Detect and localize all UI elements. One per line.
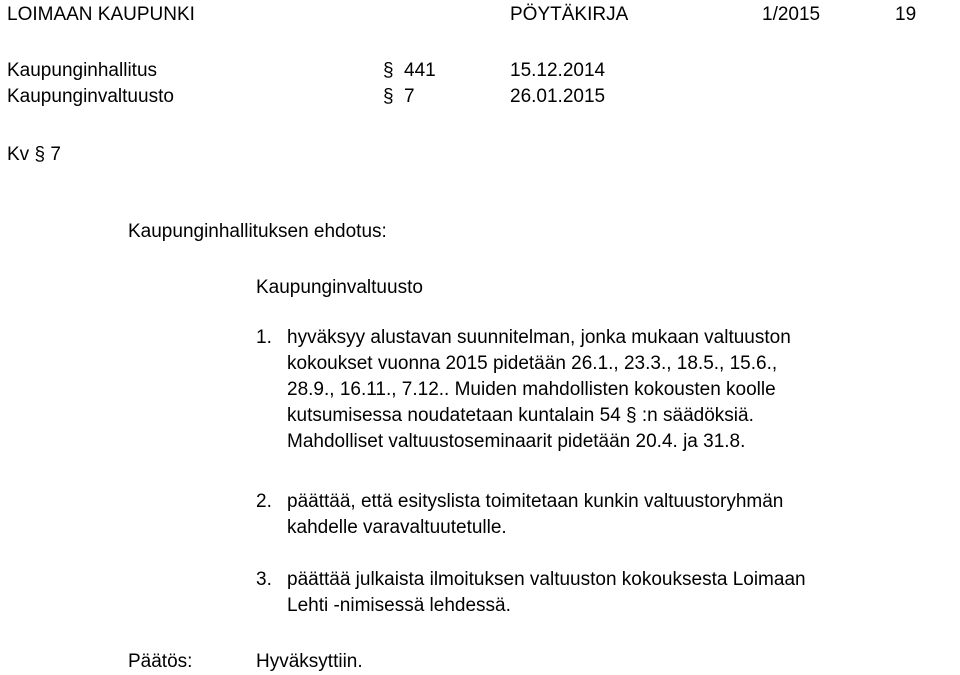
point-line: päättää julkaista ilmoituksen valtuuston kokouksesta Loimaan [287, 569, 806, 590]
section-sign: § [34, 144, 46, 165]
meeting-body: Kaupunginvaltuusto [7, 86, 174, 107]
meeting-date: 15.12.2014 [510, 60, 606, 81]
point-number: 2. [256, 491, 272, 512]
decision-text: Hyväksyttiin. [256, 651, 363, 672]
meeting-date: 26.01.2015 [510, 86, 606, 107]
proposal-heading: Kaupunginhallituksen ehdotus: [128, 221, 387, 242]
document-number: 1/2015 [762, 4, 821, 25]
point-text [287, 567, 806, 619]
section-number: 441 [404, 60, 436, 81]
section-sign: § [383, 86, 394, 107]
point-line: kahdelle varavaltuutetulle. [287, 517, 507, 538]
item-reference [7, 145, 61, 164]
section-sign: § [383, 60, 394, 81]
section-number: 7 [404, 86, 415, 107]
proposal-subject: Kaupunginvaltuusto [256, 277, 423, 298]
point-line: 28.9., 16.11., 7.12.. Muiden mahdollisten kokousten koolle [287, 379, 776, 400]
point-number: 1. [256, 327, 272, 348]
point-line: Mahdolliset valtuustoseminaarit pidetään 20.4. ja 31.8. [287, 431, 746, 452]
point-text [287, 489, 783, 541]
meeting-body: Kaupunginhallitus [7, 60, 158, 81]
item-prefix: Kv [7, 144, 30, 165]
point-line: Lehti -nimisessä lehdessä. [287, 595, 511, 616]
point-line: hyväksyy alustavan suunnitelman, jonka mukaan valtuuston [287, 327, 791, 348]
point-number: 3. [256, 569, 272, 590]
item-number: 7 [50, 144, 61, 165]
page-number: 19 [895, 4, 917, 25]
municipality-name: LOIMAAN KAUPUNKI [7, 4, 195, 25]
point-line: päättää, että esityslista toimitetaan kunkin valtuustoryhmän [287, 491, 784, 512]
document-type: PÖYTÄKIRJA [510, 4, 629, 25]
point-text [287, 325, 791, 455]
decision-label: Päätös: [128, 651, 193, 672]
point-line: kutsumisessa noudatetaan kuntalain 54 § :n säädöksiä. [287, 405, 754, 426]
point-line: kokoukset vuonna 2015 pidetään 26.1., 23.3., 18.5., 15.6., [287, 353, 778, 374]
